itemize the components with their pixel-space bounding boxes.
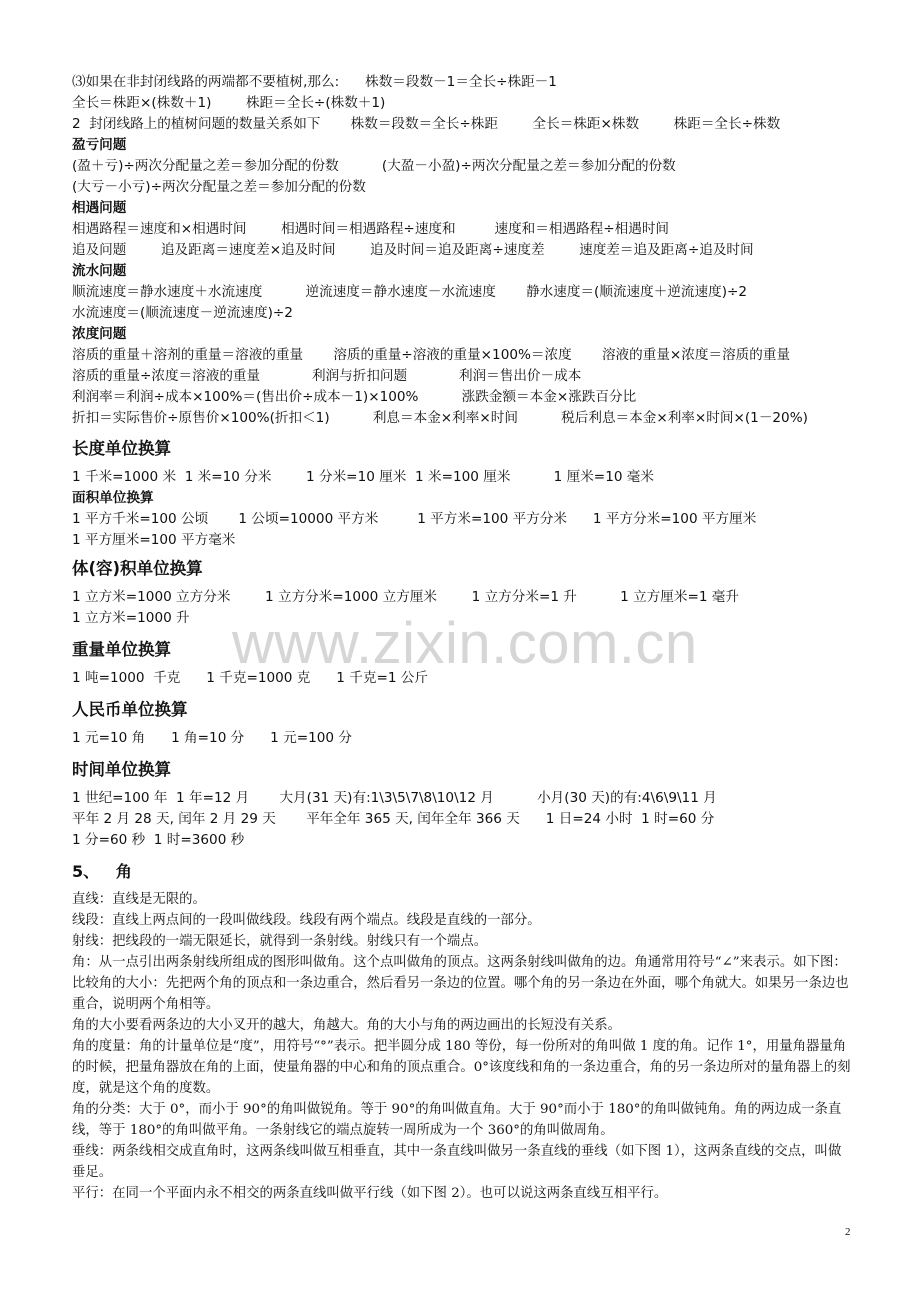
unit-line: 1 立方米=1000 立方分米 1 立方分米=1000 立方厘米 1 立方分米=1 升 1 立方厘米=1 毫升 bbox=[72, 589, 739, 605]
units-section bbox=[72, 438, 852, 851]
unit-line: 平年 2 月 28 天, 闰年 2 月 29 天 平年全年 365 天, 闰年全年 366 天 1 日=24 小时 1 时=60 分 bbox=[72, 811, 715, 827]
formula-line: 折扣＝实际售价÷原售价×100%(折扣＜1) 利息＝本金×利率×时间 税后利息＝本金×利率×时间×(1－20%) bbox=[72, 410, 808, 426]
formula-line: 顺流速度＝静水速度＋水流速度 逆流速度＝静水速度－水流速度 静水速度＝(顺流速度＋逆流速度)÷2 bbox=[72, 284, 748, 300]
heading-xiangyu: 相遇问题 bbox=[72, 200, 127, 216]
formula-section bbox=[72, 72, 852, 429]
paragraph: 射线：把线段的一端无限延长，就得到一条射线。射线只有一个端点。 bbox=[72, 934, 488, 949]
heading-area: 面积单位换算 bbox=[72, 490, 154, 506]
heading-length: 长度单位换算 bbox=[72, 439, 171, 458]
document-page bbox=[72, 72, 852, 1204]
formula-line: 追及问题 追及距离＝速度差×追及时间 追及时间＝追及距离÷速度差 速度差＝追及距离÷追及时间 bbox=[72, 242, 754, 258]
unit-line: 1 平方厘米=100 平方毫米 bbox=[72, 532, 236, 548]
paragraph: 平行：在同一个平面内永不相交的两条直线叫做平行线（如下图 2）。也可以说这两条直线互相平行。 bbox=[72, 1186, 668, 1201]
unit-line: 1 世纪=100 年 1 年=12 月 大月(31 天)有:1\3\5\7\8\10\12 月 小月(30 天)的有:4\6\9\11 月 bbox=[72, 790, 717, 806]
page-number: 2 bbox=[845, 1226, 851, 1238]
paragraph: 直线：直线是无限的。 bbox=[72, 892, 206, 907]
unit-line: 1 元=10 角 1 角=10 分 1 元=100 分 bbox=[72, 730, 352, 746]
formula-line: 2 封闭线路上的植树问题的数量关系如下 株数＝段数＝全长÷株距 全长＝株距×株数 株距＝全长÷株数 bbox=[72, 116, 781, 132]
paragraph: 比较角的大小：先把两个角的顶点和一条边重合，然后看另一条边的位置。哪个角的另一条边在外面，哪个角就大。如果另一条边也重合，说明两个角相等。 bbox=[72, 976, 849, 1012]
watermark: www.zixin.com.cn bbox=[232, 611, 698, 676]
paragraph: 角的大小要看两条边的大小叉开的越大，角越大。角的大小与角的两边画出的长短没有关系。 bbox=[72, 1018, 622, 1033]
unit-line: 1 千米=1000 米 1 米=10 分米 1 分米=10 厘米 1 米=100 厘米 1 厘米=10 毫米 bbox=[72, 469, 654, 485]
unit-line: 1 立方米=1000 升 bbox=[72, 610, 190, 626]
paragraph: 角的分类：大于 0°，而小于 90°的角叫做锐角。等于 90°的角叫做直角。大于 90°而小于 180°的角叫做钝角。角的两边成一条直线，等于 180°的角叫做平角。一条射线它的端点旋转一周所成为一个 360°的角叫做周角。 bbox=[72, 1102, 842, 1138]
unit-line: 1 分=60 秒 1 时=3600 秒 bbox=[72, 832, 245, 848]
heading-nongdu: 浓度问题 bbox=[72, 326, 127, 342]
heading-volume: 体(容)积单位换算 bbox=[72, 559, 203, 578]
formula-line: 水流速度＝(顺流速度－逆流速度)÷2 bbox=[72, 305, 293, 321]
heading-yingkui: 盈亏问题 bbox=[72, 137, 127, 153]
formula-line: 利润率＝利润÷成本×100%＝(售出价÷成本－1)×100% 涨跌金额＝本金×涨跌百分比 bbox=[72, 389, 637, 405]
formula-line: ⑶如果在非封闭线路的两端都不要植树,那么: 株数＝段数－1＝全长÷株距－1 bbox=[72, 74, 557, 90]
heading-time: 时间单位换算 bbox=[72, 760, 171, 779]
angle-section bbox=[72, 861, 852, 1204]
unit-line: 1 平方千米=100 公顷 1 公顷=10000 平方米 1 平方米=100 平方分米 1 平方分米=100 平方厘米 bbox=[72, 511, 757, 527]
paragraph: 角的度量：角的计量单位是“度”，用符号“°”表示。把半圆分成 180 等份，每一份所对的角叫做 1 度的角。记作 1°，用量角器量角的时候，把量角器放在角的上面，使量角器的中心和角的顶点重合。0°该度线和角的一条边重合，角的另一条边所对的量角器上的刻度，就是这个角的度数。 bbox=[72, 1039, 851, 1096]
paragraph: 垂线：两条线相交成直角时，这两条线叫做互相垂直，其中一条直线叫做另一条直线的垂线（如下图 1），这两条直线的交点，叫做垂足。 bbox=[72, 1144, 842, 1180]
heading-liushui: 流水问题 bbox=[72, 263, 127, 279]
formula-line: (大亏－小亏)÷两次分配量之差＝参加分配的份数 bbox=[72, 179, 366, 195]
heading-rmb: 人民币单位换算 bbox=[72, 700, 188, 719]
formula-line: (盈＋亏)÷两次分配量之差＝参加分配的份数 (大盈－小盈)÷两次分配量之差＝参加分配的份数 bbox=[72, 158, 676, 174]
section-title-angle: 5、 角 bbox=[72, 862, 132, 881]
unit-line: 1 吨=1000 千克 1 千克=1000 克 1 千克=1 公斤 bbox=[72, 670, 428, 686]
formula-line: 相遇路程＝速度和×相遇时间 相遇时间＝相遇路程÷速度和 速度和＝相遇路程÷相遇时间 bbox=[72, 221, 670, 237]
paragraph: 线段：直线上两点间的一段叫做线段。线段有两个端点。线段是直线的一部分。 bbox=[72, 913, 541, 928]
heading-weight: 重量单位换算 bbox=[72, 640, 171, 659]
formula-line: 溶质的重量＋溶剂的重量＝溶液的重量 溶质的重量÷溶液的重量×100%＝浓度 溶液的重量×浓度＝溶质的重量 bbox=[72, 347, 791, 363]
paragraph: 角：从一点引出两条射线所组成的图形叫做角。这个点叫做角的顶点。这两条射线叫做角的边。角通常用符号“∠”来表示。如下图： bbox=[72, 955, 847, 970]
formula-line: 溶质的重量÷浓度＝溶液的重量 利润与折扣问题 利润＝售出价－成本 bbox=[72, 368, 582, 384]
formula-line: 全长＝株距×(株数＋1) 株距＝全长÷(株数＋1) bbox=[72, 95, 386, 111]
